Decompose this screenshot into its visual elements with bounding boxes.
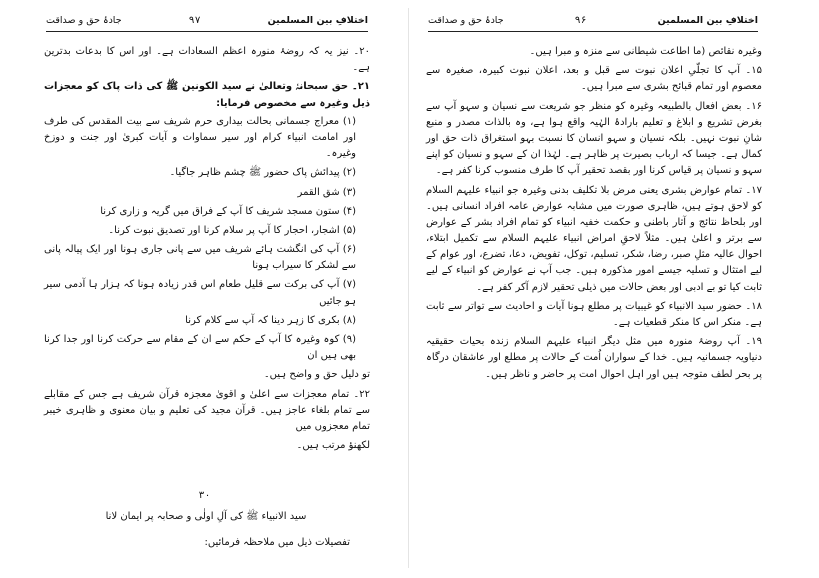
paragraph: ۲۰۔ نیز یہ کہ روضۂ منورہ اعظم السعادات ہے۔ اور اس کا بدعات بدترین ہے۔ <box>44 46 370 74</box>
list-item: (۳) شق القمر <box>297 186 356 198</box>
left-page-header <box>46 12 368 30</box>
paragraph: ۱۸۔ حضور سید الانبیاء کو غیبیات پر مطلع ہونا آیات و احادیث سے تواتر سے ثابت ہے۔ منکر اس کا منکر قطعیات ہے۔ <box>426 300 762 328</box>
right-page-number: ۹۶ <box>574 15 587 26</box>
left-header-running-title: جادۂ حق و صداقت <box>46 15 122 27</box>
closing-line: تفصیلات ذیل میں ملاحظہ فرمائیں: <box>204 537 350 548</box>
paragraph: ۲۲۔ تمام معجزات سے اعلیٰ و اقویٰ معجزہ قرآن شریف ہے جس کے مقابلے سے تمام بلغاء عاجز ہیں۔ قرآن مجید کی تعلیم و بیان معنوی و ظاہری خیبر تمام معجزوں میں <box>44 388 370 432</box>
paragraph: لکھنؤ مرتب ہیں۔ <box>296 440 370 452</box>
left-page-body <box>44 44 370 457</box>
list-item: (۸) بکری کا زہر دینا کہ آپ سے کلام کرنا <box>185 314 356 326</box>
left-header-rule <box>46 31 368 32</box>
list-item: (۴) ستون مسجد شریف کا آپ کے فراق میں گریہ و زاری کرنا <box>100 205 356 217</box>
left-page <box>0 0 409 578</box>
right-header-running-title: جادۂ حق و صداقت <box>428 15 504 27</box>
list-item: (۹) کوہ وغیرہ کا آپ کے حکم سے ان کے مقام سے حرکت کرنا اور جدا کرنا بھی ہیں ان <box>44 334 356 362</box>
list-item: (۷) آپ کی برکت سے قلیل طعام اس قدر زیادہ ہونا کہ ہزار ہا آدمی سیر ہو جائیں <box>44 279 356 307</box>
salutation-line: سید الانبیاء ﷺ کی آلِ اولٰی و صحابہ پر ایمان لانا <box>105 511 307 522</box>
paragraph: تو دلیل حق و واضح ہیں۔ <box>263 369 370 381</box>
left-page-number: ۹۷ <box>188 15 201 26</box>
paragraph: وغیرہ نقائص (ما اطاعت شیطانی سے منزہ و مبرا ہیں۔ <box>529 46 762 57</box>
paragraph: ۱۹۔ آپ روضۂ منورہ میں مثل دیگر انبیاء علیہم السلام زندہ بحیات حقیقیہ دنیاویہ جسمانیہ ہیں۔ خدا کے سواران اُمت کے حالات پر مطلع اور عاشقان درگاہ پر بحر لطف متوجہ ہیں اور اہل احوال امت پر حاضر و ناظر ہیں۔ <box>426 336 762 380</box>
paragraph: ۱۷۔ تمام عوارض بشری یعنی مرض بلا تکلیف بدنی وغیرہ جو انبیاء علیہم السلام کو لاحق ہوتے ہیں، ظاہری صورت میں مشابہ عوارض عامہ افراد انسانی ہیں۔ اور بلحاظ نتائج و آثار باطنی و حکمت خفیہ انبیاء کو تمام افراد بشر کے عوارض سے برتر و اعلیٰ ہیں۔ مثلاً لاحقِ امراض انبیاء علیہم السلام سے تکمیل ابتلاء، احوال عالیہ مثلِ صبر، رضا، شکر، تسلیم، توکل، تفویض، دعا، تضرع، اور عوام کے لیے امتثال و تسلیہ جیسے امور مذکورہ ہیں۔ جب آپ نے عوارض کو انبیاء کے لیے ثابت کیا تو بے ادبی اور بعض حالات میں ذیلی تحقیر لازم آکر کفر ہے۔ <box>426 184 762 293</box>
list-item: (۶) آپ کی انگشت ہائے شریف میں سے پانی جاری ہونا اور ایک پیالہ پانی سے لشکر کا سیراب ہونا <box>44 244 356 272</box>
right-header-title: اختلافِ بین المسلمین <box>657 15 758 27</box>
section-marker: ۳۰ <box>198 490 211 501</box>
paragraph: ۲۱۔ حق سبحانہٗ وتعالیٰ نے سید الکونین ﷺ کی ذات پاک کو معجزات ذیل وغیرہ سے مخصوص فرمایا: <box>44 81 370 109</box>
list-item: (۲) پیدائش پاک حضور ﷺ چشم ظاہر جاگیا۔ <box>169 167 356 179</box>
right-header-rule <box>428 31 758 32</box>
book-spine-divider <box>408 8 409 568</box>
paragraph: ۱۶۔ بعض افعال بالطبیعہ وغیرہ کو منظر جو شریعت سے نسیان و سہو آپ سے بغرض تشریع و ابلاغ و تعلیم بارادۂ الہٰیہ واقع ہوا ہے، وہ بالذات مصدر و منبع شانِ نبوت نہیں۔ بلکہ نسیان و سہو انسان کا نسبت بہو استغراق ذات حق اور کمال ہے۔ جیسا کہ ارباب بصیرت پر ظاہر ہے۔ لہٰذا ان کے سہو و نسیان کو اپنے سہو و نسیان پر قیاس کرنا اور بقصد تحقیر آپ کا طرف منسوب کرنا کفر ہے۔ <box>426 100 762 177</box>
list-item: (۱) معراج جسمانی بحالت بیداری حرم شریف سے بیت المقدس کی طرف اور امامت انبیاء کرام اور سیر سماوات و آیات کبریٰ اور جنت و دوزخ وغیرہ۔ <box>44 115 356 160</box>
list-item: (۵) اشجار، احجار کا آپ پر سلام کرنا اور تصدیق نبوت کرنا۔ <box>108 224 356 236</box>
right-page <box>410 0 819 578</box>
paragraph: ۱۵۔ آپ کا تجلّیِ اعلان نبوت سے قبل و بعد، اعلان نبوت کبیرہ، صغیرہ سے معصوم اور تمام قبائح بشری سے مبرا ہیں۔ <box>426 65 762 93</box>
left-header-title: اختلافِ بین المسلمین <box>267 15 368 27</box>
right-page-header <box>428 12 758 30</box>
right-page-body <box>426 44 762 386</box>
